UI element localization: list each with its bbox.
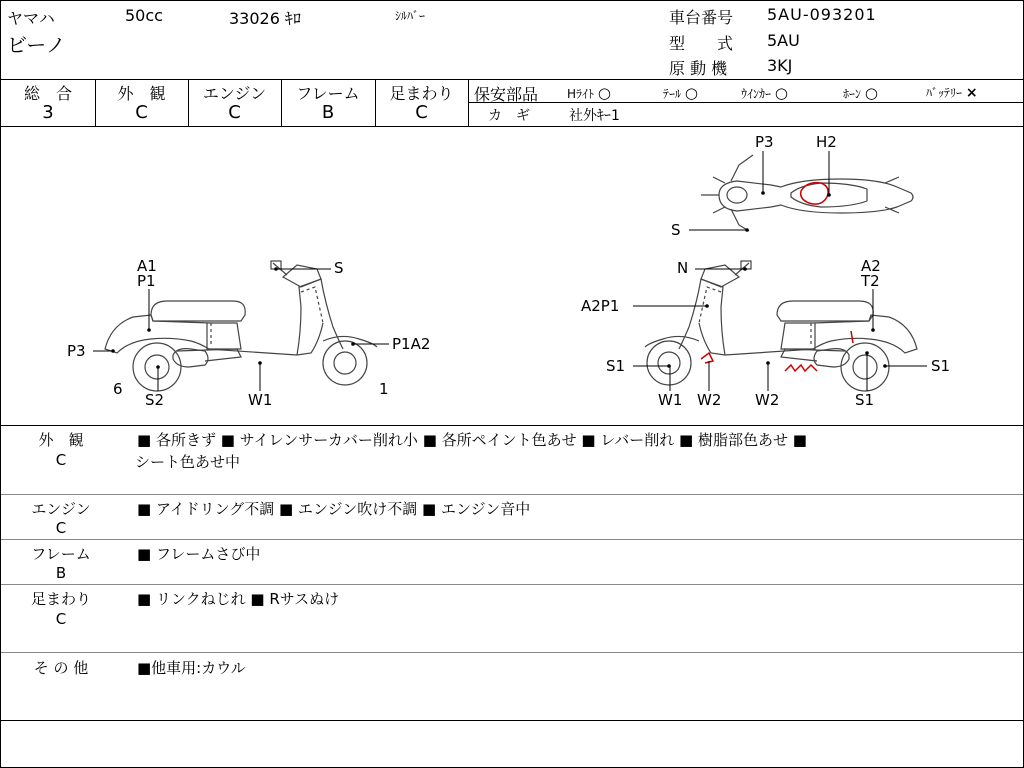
remark-text-exterior: ■ 各所きず ■ サイレンサーカバー削れ小 ■ 各所ペイント色あせ ■ レバー削れ ■ 樹脂部色あせ ■ bbox=[137, 431, 807, 449]
label-W2-mid: W2 bbox=[755, 391, 780, 409]
remark-label-other: そ の 他 bbox=[33, 659, 89, 677]
label-S-top: S bbox=[671, 221, 681, 239]
safety-item-horn bbox=[843, 84, 878, 102]
grade-label-frame: フレーム bbox=[296, 84, 360, 103]
left-diagram-labels bbox=[67, 257, 430, 409]
label-A2P1: A2P1 bbox=[581, 297, 620, 315]
remark-grade-exterior: C bbox=[55, 451, 67, 469]
label-T2: T2 bbox=[861, 272, 880, 290]
safety-item-tail bbox=[663, 84, 698, 102]
label-P1: P1 bbox=[137, 272, 156, 290]
remark-text-engine: ■ アイドリング不調 ■ エンジン吹け不調 ■ エンジン音中 bbox=[137, 500, 531, 518]
label-A1: A1 bbox=[137, 257, 157, 275]
grade-label-overall: 総 合 bbox=[23, 84, 72, 103]
safety-item-name: ﾃｰﾙ bbox=[663, 87, 682, 101]
safety-item-mark: ○ bbox=[864, 84, 878, 102]
scooter-top-view-drawing bbox=[701, 155, 913, 231]
label-N: N bbox=[677, 259, 689, 277]
label-W1-right: W1 bbox=[658, 391, 683, 409]
frame-no: 5AU-093201 bbox=[767, 5, 877, 24]
grade-label-suspension: 足まわり bbox=[389, 84, 454, 103]
label-6: 6 bbox=[113, 380, 123, 398]
type-label: 型 式 bbox=[669, 34, 734, 53]
key-label: カ ギ bbox=[488, 108, 530, 124]
remark-label-engine: エンジン bbox=[31, 500, 91, 518]
frame-no-label: 車台番号 bbox=[669, 8, 734, 27]
remark-label-exterior: 外 観 bbox=[38, 431, 84, 449]
remark-label-suspension: 足まわり bbox=[30, 590, 91, 608]
color: ｼﾙﾊﾞｰ bbox=[395, 9, 426, 23]
type-value: 5AU bbox=[767, 31, 800, 50]
key-value: 社外ｷｰ1 bbox=[569, 108, 620, 124]
label-W1-left: W1 bbox=[248, 391, 273, 409]
engine-value: 3KJ bbox=[767, 56, 793, 75]
damage-mark-top bbox=[801, 183, 828, 204]
label-W2-front: W2 bbox=[697, 391, 722, 409]
label-P1A2: P1A2 bbox=[392, 335, 431, 353]
damage-diagram bbox=[1, 127, 1023, 425]
safety-item-name: ﾎｰﾝ bbox=[843, 87, 862, 101]
remark-grade-suspension: C bbox=[55, 610, 67, 628]
grade-value-exterior: C bbox=[135, 102, 148, 123]
label-S-left: S bbox=[334, 259, 344, 277]
safety-item-mark: × bbox=[965, 85, 978, 101]
grade-value-frame: B bbox=[321, 102, 335, 123]
label-S1-bottom: S1 bbox=[855, 391, 875, 409]
remark-text-suspension: ■ リンクねじれ ■ Rサスぬけ bbox=[137, 590, 340, 608]
engine-label: 原 動 機 bbox=[669, 59, 728, 78]
safety-item-mark: ○ bbox=[684, 84, 698, 102]
safety-item-battery bbox=[926, 84, 978, 101]
label-A2: A2 bbox=[861, 257, 881, 275]
remark-text-other: ■他車用:カウル bbox=[137, 659, 246, 677]
safety-item-name: ｳｲﾝｶｰ bbox=[741, 87, 772, 101]
remark-grade-frame: B bbox=[55, 564, 67, 582]
displacement: 50cc bbox=[125, 6, 163, 25]
top-diagram-labels bbox=[671, 133, 837, 239]
label-S1-rear: S1 bbox=[931, 357, 951, 375]
remark-label-frame: フレーム bbox=[31, 545, 91, 563]
grade-label-engine: エンジン bbox=[202, 84, 267, 103]
safety-item-name: Hﾗｲﾄ bbox=[567, 87, 595, 101]
grade-label-exterior: 外 観 bbox=[117, 84, 166, 103]
label-P3-left: P3 bbox=[67, 342, 86, 360]
safety-item-mark: ○ bbox=[774, 84, 788, 102]
label-H2: H2 bbox=[816, 133, 837, 151]
safety-item-winker bbox=[741, 84, 788, 102]
safety-item-name: ﾊﾞｯﾃﾘｰ bbox=[926, 86, 963, 100]
maker: ヤマハ bbox=[7, 9, 55, 28]
remark-text2-exterior: シート色あせ中 bbox=[135, 453, 241, 471]
safety-item-headlight bbox=[567, 84, 611, 102]
safety-label: 保安部品 bbox=[474, 85, 539, 104]
safety-item-mark: ○ bbox=[597, 84, 611, 102]
label-S1-front: S1 bbox=[606, 357, 626, 375]
mileage: 33026 ｷﾛ bbox=[229, 9, 301, 28]
remark-text-frame: ■ フレームさび中 bbox=[137, 545, 261, 563]
model-name: ビーノ bbox=[7, 33, 66, 57]
label-P3-top: P3 bbox=[755, 133, 774, 151]
right-diagram-labels bbox=[581, 257, 950, 409]
grade-value-engine: C bbox=[228, 102, 241, 123]
label-S2: S2 bbox=[145, 391, 165, 409]
label-1: 1 bbox=[379, 380, 389, 398]
remark-grade-engine: C bbox=[55, 519, 67, 537]
grade-value-suspension: C bbox=[415, 102, 428, 123]
grade-value-overall: 3 bbox=[42, 102, 54, 123]
